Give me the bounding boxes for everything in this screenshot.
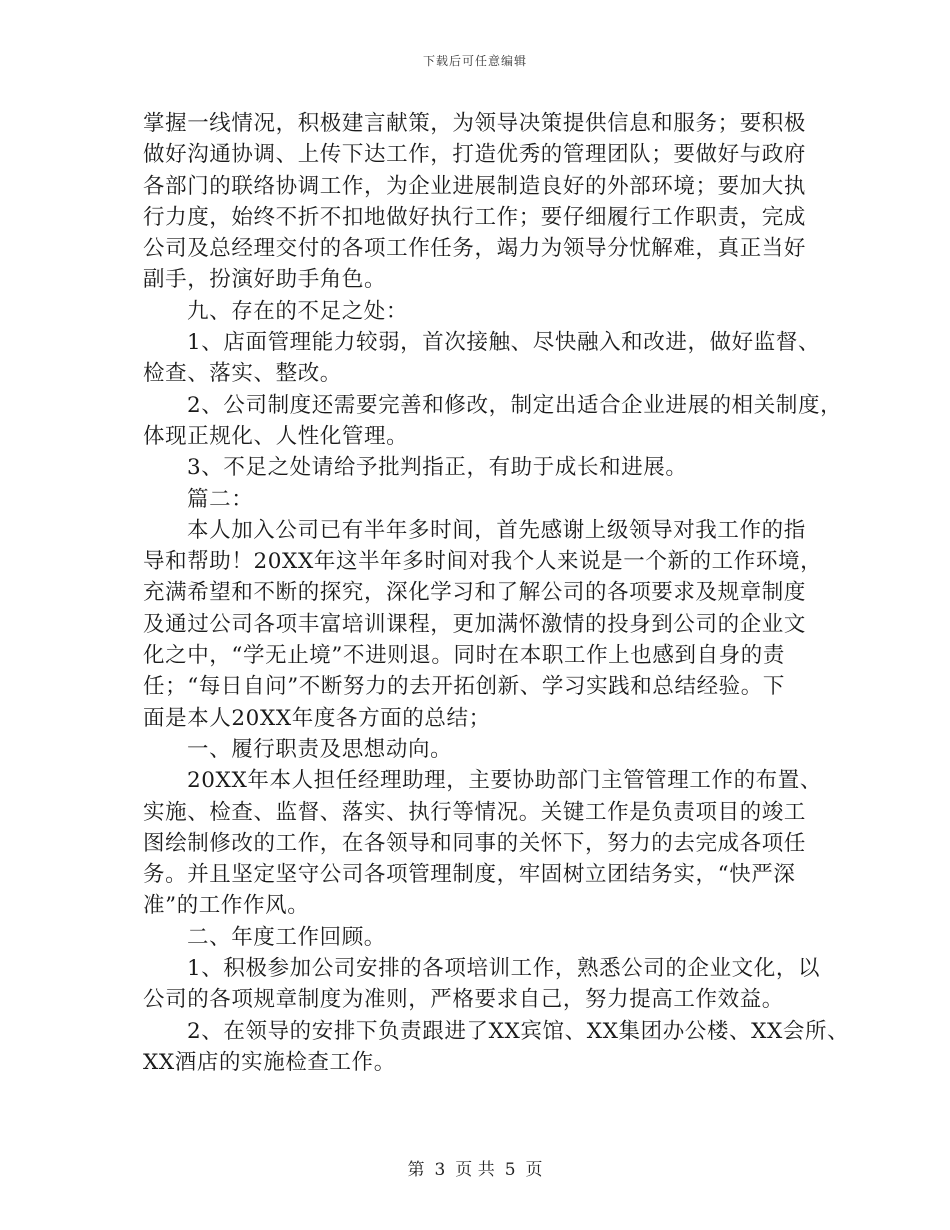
page-header: 下载后可任意编辑: [422, 54, 527, 68]
body-line: 体现正规化、人性化管理。: [143, 423, 409, 449]
body-line: 做好沟通协调、上传下达工作，打造优秀的管理团队；要做好与政府: [143, 142, 807, 168]
body-line: 图绘制修改的工作，在各领导和同事的关怀下，努力的去完成各项任: [143, 830, 807, 856]
body-line: XX酒店的实施检查工作。: [143, 1049, 396, 1075]
body-line: 面是本人20XX年度各方面的总结；: [143, 705, 491, 731]
footer-middle: 页 共: [455, 1160, 495, 1180]
body-line: 充满希望和不断的探究，深化学习和了解公司的各项要求及规章制度: [143, 580, 807, 606]
body-line: 各部门的联络协调工作，为企业进展制造良好的外部环境；要加大执: [143, 173, 807, 199]
body-line: 1、店面管理能力较弱，首次接触、尽快融入和改进，做好监督、: [187, 330, 821, 356]
footer-total-pages: 5: [504, 1160, 516, 1180]
body-line: 九、存在的不足之处：: [187, 298, 409, 324]
body-line: 导和帮助！20XX年这半年多时间对我个人来说是一个新的工作环境，: [143, 549, 823, 575]
body-line: 本人加入公司已有半年多时间，首先感谢上级领导对我工作的指: [187, 517, 806, 543]
body-line: 2、公司制度还需要完善和修改，制定出适合企业进展的相关制度，: [187, 392, 843, 418]
page-footer: [0, 1155, 950, 1180]
body-line: 3、不足之处请给予批判指正，有助于成长和进展。: [187, 455, 688, 481]
body-line: 检查、落实、整改。: [143, 361, 342, 387]
body-line: 2、在领导的安排下负责跟进了XX宾馆、XX集团办公楼、XX会所、: [187, 1018, 850, 1044]
body-line: 任；“每日自问”不断努力的去开拓创新、学习实践和总结经验。下: [143, 674, 785, 700]
body-line: 二、年度工作回顾。: [187, 924, 386, 950]
body-line: 化之中，“学无止境”不进则退。同时在本职工作上也感到自身的责: [143, 643, 785, 669]
body-line: 务。并且坚定坚守公司各项管理制度，牢固树立团结务实，“快严深: [143, 862, 796, 888]
footer-current-page: 3: [434, 1160, 446, 1180]
footer-suffix: 页: [525, 1160, 543, 1180]
body-line: 篇二：: [187, 486, 254, 512]
body-line: 公司的各项规章制度为准则，严格要求自己，努力提高工作效益。: [143, 987, 784, 1013]
body-line: 一、履行职责及思想动向。: [187, 736, 453, 762]
body-line: 准”的工作作风。: [143, 893, 310, 919]
body-line: 行力度，始终不折不扣地做好执行工作；要仔细履行工作职责，完成: [143, 204, 807, 230]
document-body: [143, 108, 850, 1078]
footer-prefix: 第: [407, 1160, 425, 1180]
body-line: 及通过公司各项丰富培训课程，更加满怀激情的投身到公司的企业文: [143, 611, 807, 637]
body-line: 副手，扮演好助手角色。: [143, 267, 387, 293]
body-line: 掌握一线情况，积极建言献策，为领导决策提供信息和服务；要积极: [143, 111, 807, 136]
body-line: 公司及总经理交付的各项工作任务，竭力为领导分忧解难，真正当好: [143, 236, 807, 262]
body-line: 20XX年本人担任经理助理，主要协助部门主管管理工作的布置、: [187, 768, 822, 794]
body-line: 1、积极参加公司安排的各项培训工作，熟悉公司的企业文化，以: [187, 956, 821, 982]
body-line: 实施、检查、监督、落实、执行等情况。关键工作是负责项目的竣工: [143, 799, 807, 825]
